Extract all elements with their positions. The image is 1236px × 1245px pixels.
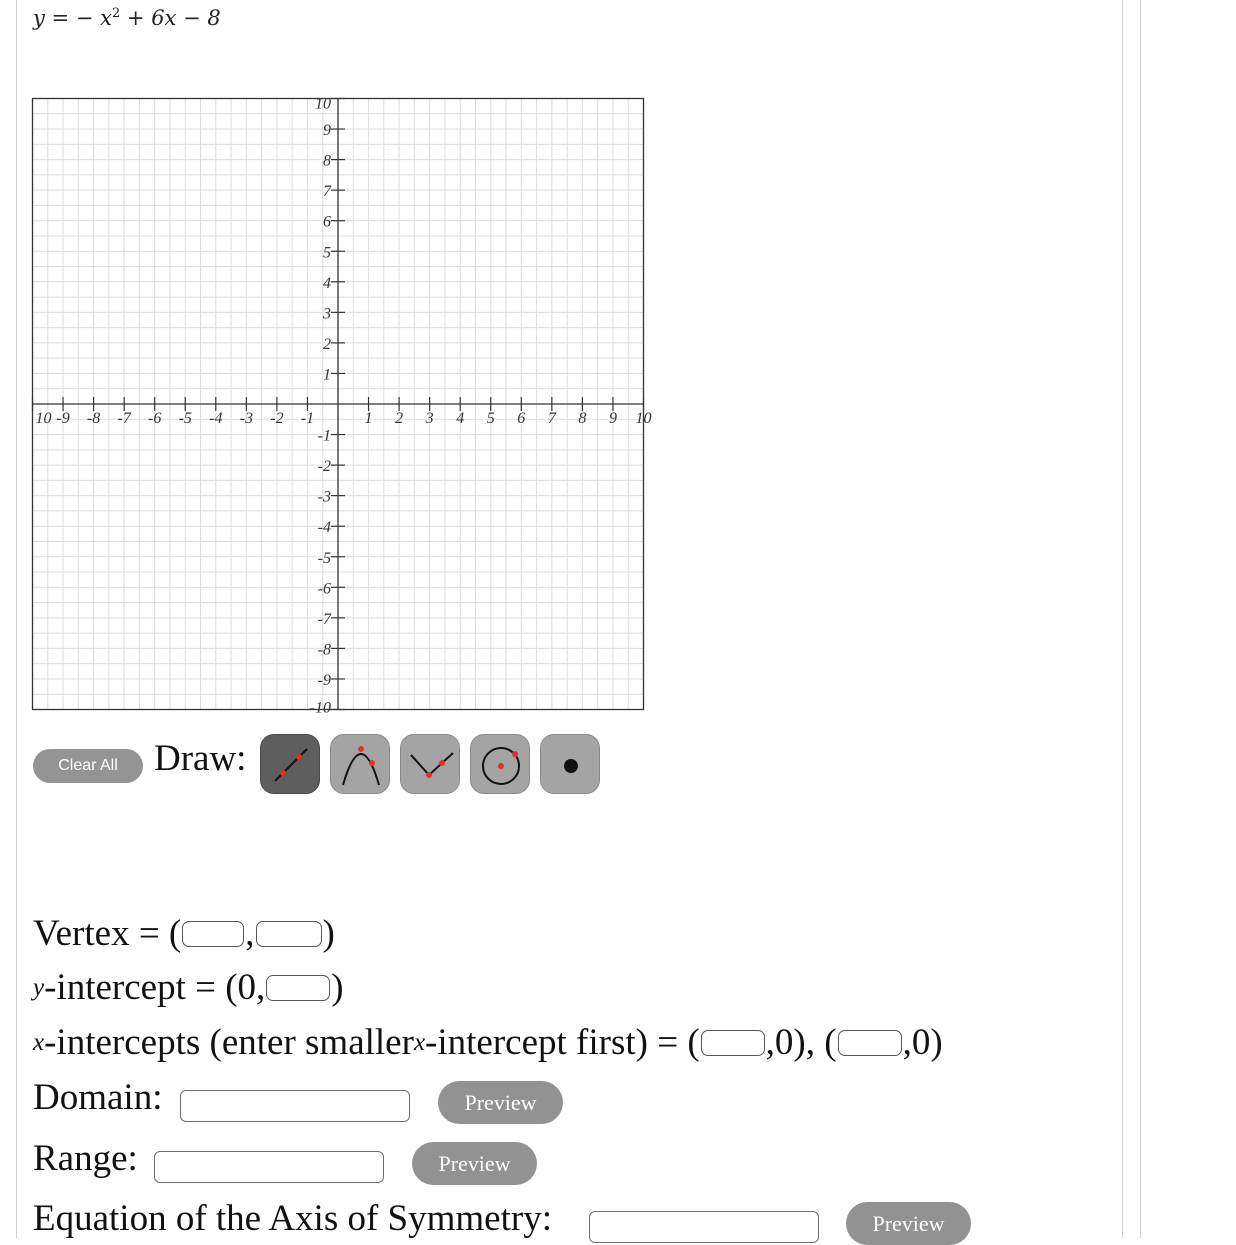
- x-tick-label: -7: [117, 410, 131, 427]
- equation: y = − $x^2 + 6x - 8$: [33, 6, 221, 30]
- x-tick-label: 3: [425, 410, 434, 427]
- vertex-label: Vertex = (: [33, 913, 182, 954]
- axis-of-symmetry-input[interactable]: [589, 1211, 819, 1243]
- vertex-row: [33, 912, 335, 955]
- y-tick-label: 4: [323, 274, 331, 292]
- y-tick-label: -8: [317, 641, 331, 659]
- range-label: Range:: [33, 1138, 138, 1179]
- y-tick-label: -3: [317, 488, 331, 506]
- x-intercepts-end: ,0): [902, 1022, 943, 1063]
- domain-input[interactable]: [180, 1090, 410, 1122]
- x-variable: x: [33, 1028, 45, 1056]
- y-tick-label: 2: [323, 335, 331, 353]
- point-tool-icon: [541, 735, 601, 795]
- x-tick-label: 9: [608, 410, 617, 427]
- y-variable: y: [33, 973, 45, 1001]
- axis-preview-button[interactable]: Preview: [846, 1202, 971, 1245]
- x-intercepts-label-b: -intercept first) = (: [425, 1022, 700, 1063]
- y-tick-label: -10: [309, 699, 331, 717]
- right-border-outer: [1140, 0, 1141, 1238]
- point-tool-button[interactable]: [540, 734, 600, 794]
- x-tick-label: -5: [178, 410, 192, 427]
- y-tick-label: 10: [315, 95, 331, 113]
- vertex-y-input[interactable]: [256, 921, 322, 947]
- x-tick-label: 2: [395, 410, 404, 427]
- y-tick-label: -1: [317, 427, 331, 445]
- x-tick-label: -3: [239, 410, 254, 427]
- absolute-value-tool-icon: [401, 735, 461, 795]
- line-tool-icon: [261, 735, 321, 795]
- circle-tool-icon: [471, 735, 531, 795]
- coordinate-graph[interactable]: [32, 95, 652, 717]
- y-tick-label: 1: [323, 366, 331, 384]
- domain-label: Domain:: [33, 1077, 163, 1118]
- vertex-x-input[interactable]: [182, 921, 244, 947]
- x-intercept-2-input[interactable]: [838, 1030, 902, 1056]
- absolute-value-tool-button[interactable]: [400, 734, 460, 794]
- y-tick-label: -4: [317, 519, 331, 537]
- x-tick-label: -8: [86, 410, 101, 427]
- x-variable-2: x: [413, 1028, 426, 1056]
- x-tick-label: -6: [148, 410, 162, 427]
- y-intercept-label: -intercept = (0,: [44, 967, 266, 1008]
- left-border: [16, 0, 17, 1238]
- y-tick-label: -9: [317, 671, 331, 689]
- x-intercepts-mid: ,0), (: [765, 1022, 837, 1063]
- x-tick-label: -1: [300, 410, 315, 427]
- line-tool-button[interactable]: [260, 734, 320, 794]
- range-input[interactable]: [154, 1151, 384, 1183]
- circle-tool-button[interactable]: [470, 734, 530, 794]
- x-intercepts-row: [33, 1021, 943, 1064]
- y-tick-label: -2: [317, 458, 331, 476]
- y-intercept-row: [33, 966, 344, 1009]
- x-tick-label: 6: [517, 410, 526, 427]
- y-tick-label: 9: [323, 122, 331, 140]
- x-tick-label: 1: [364, 410, 373, 427]
- parabola-tool-icon: [331, 735, 391, 795]
- clear-all-button[interactable]: Clear All: [33, 749, 143, 783]
- y-tick-label: 5: [323, 244, 331, 262]
- domain-preview-button[interactable]: Preview: [438, 1081, 563, 1124]
- y-intercept-close: ): [331, 967, 344, 1008]
- range-preview-button[interactable]: Preview: [412, 1142, 537, 1185]
- draw-label: Draw:: [154, 738, 247, 779]
- x-tick-label: -2: [270, 410, 284, 427]
- x-tick-label: 7: [547, 410, 556, 427]
- y-tick-label: 3: [323, 305, 331, 323]
- y-tick-label: -6: [317, 580, 331, 598]
- axis-of-symmetry-label: Equation of the Axis of Symmetry:: [33, 1198, 552, 1239]
- x-intercept-1-input[interactable]: [701, 1030, 765, 1056]
- right-border: [1122, 0, 1123, 1238]
- y-tick-label: 7: [323, 183, 331, 201]
- x-tick-label: 4: [456, 410, 465, 427]
- x-tick-label: -9: [56, 410, 70, 427]
- vertex-close: ): [322, 913, 335, 954]
- parabola-tool-button[interactable]: [330, 734, 390, 794]
- x-tick-label: 5: [486, 410, 495, 427]
- x-intercepts-label-a: -intercepts (enter smaller: [44, 1022, 414, 1063]
- y-tick-label: 6: [323, 213, 331, 231]
- x-tick-label: -4: [209, 410, 223, 427]
- x-tick-label: 8: [578, 410, 587, 427]
- x-tick-label: 10: [35, 410, 52, 427]
- y-tick-label: -7: [317, 610, 331, 628]
- y-tick-label: 8: [323, 152, 331, 170]
- y-tick-label: -5: [317, 549, 331, 567]
- x-tick-label: 10: [635, 410, 652, 427]
- y-intercept-input[interactable]: [266, 975, 330, 1001]
- vertex-comma: ,: [245, 913, 255, 954]
